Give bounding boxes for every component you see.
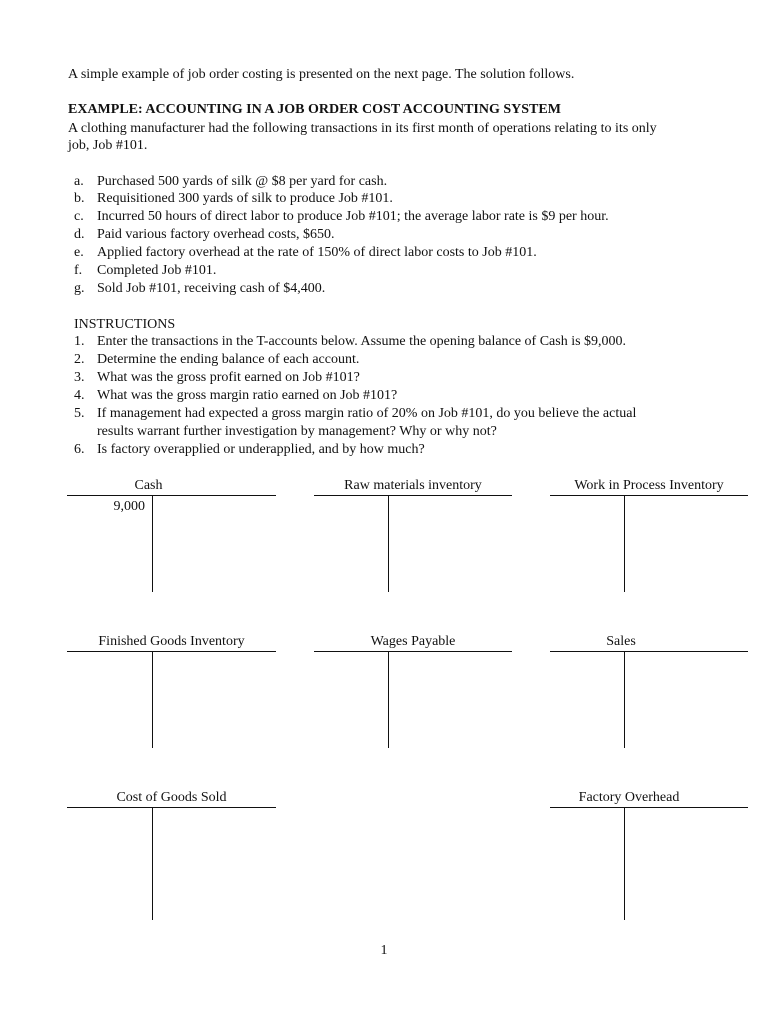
t-account-title: Wages Payable [370,634,456,649]
t-account-title: Raw materials inventory [344,478,482,493]
instruction-text: What was the gross margin ratio earned on Job #101? [97,388,398,403]
list-marker: a. [74,174,84,189]
t-account-divider [624,495,625,592]
t-account-top-line [314,651,512,652]
list-marker: g. [74,281,85,296]
list-marker: f. [74,263,83,278]
t-account-top-line [314,495,512,496]
t-account-top-line [550,807,748,808]
list-marker: 3. [74,370,85,385]
transaction-text: Applied factory overhead at the rate of 150% of direct labor costs to Job #101. [97,245,537,260]
instruction-text: Determine the ending balance of each account. [97,352,360,367]
instruction-text: Is factory overapplied or underapplied, and by how much? [97,442,425,457]
instructions-heading: INSTRUCTIONS [74,317,176,332]
t-account-top-line [67,495,276,496]
instruction-text: If management had expected a gross margin ratio of 20% on Job #101, do you believe the actual [97,406,637,421]
t-account-title: Cash [134,478,163,493]
list-marker: b. [74,191,85,206]
list-marker: 1. [74,334,85,349]
transaction-text: Purchased 500 yards of silk @ $8 per yard for cash. [97,174,388,189]
t-account-divider [624,807,625,920]
transaction-text: Requisitioned 300 yards of silk to produce Job #101. [97,191,393,206]
t-account-divider [388,651,389,748]
t-account-divider [624,651,625,748]
list-marker: 5. [74,406,85,421]
t-account-divider [152,495,153,592]
t-account-top-line [67,807,276,808]
t-account-title: Work in Process Inventory [574,478,724,493]
t-account-top-line [67,651,276,652]
t-account-divider [152,807,153,920]
transaction-text: Incurred 50 hours of direct labor to produce Job #101; the average labor rate is $9 per hour. [97,209,609,224]
description-line-2: job, Job #101. [68,138,148,153]
t-account-top-line [550,651,748,652]
t-account-title: Finished Goods Inventory [98,634,245,649]
t-account-divider [388,495,389,592]
t-account-title: Cost of Goods Sold [116,790,227,805]
instruction-text: results warrant further investigation by management? Why or why not? [97,424,497,439]
list-marker: d. [74,227,85,242]
list-marker: c. [74,209,84,224]
instruction-text: What was the gross profit earned on Job #101? [97,370,360,385]
t-account-title: Sales [606,634,636,649]
intro-text: A simple example of job order costing is presented on the next page. The solution follows. [68,67,575,82]
page-number: 1 [380,943,388,958]
transaction-text: Paid various factory overhead costs, $650. [97,227,335,242]
t-account-title: Factory Overhead [578,790,680,805]
transaction-text: Completed Job #101. [97,263,217,278]
list-marker: 4. [74,388,85,403]
instruction-text: Enter the transactions in the T-accounts below. Assume the opening balance of Cash is $9,000. [97,334,627,349]
list-marker: 2. [74,352,85,367]
transaction-text: Sold Job #101, receiving cash of $4,400. [97,281,326,296]
t-account-top-line [550,495,748,496]
description-line-1: A clothing manufacturer had the following transactions in its first month of operations relating to its only [68,121,657,136]
t-account-divider [152,651,153,748]
example-heading: EXAMPLE: ACCOUNTING IN A JOB ORDER COST ACCOUNTING SYSTEM [68,102,561,117]
t-account-debit-entry: 9,000 [113,499,145,514]
list-marker: e. [74,245,84,260]
list-marker: 6. [74,442,85,457]
